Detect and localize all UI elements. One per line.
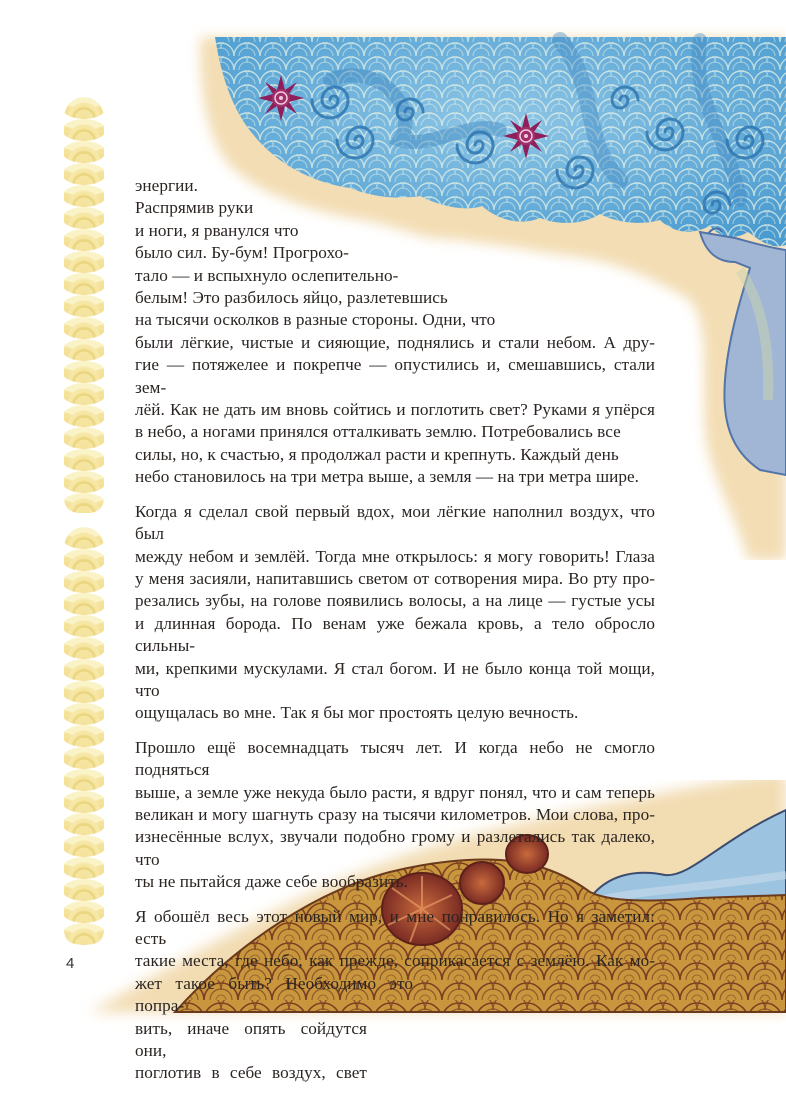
text-line: на тысячи осколков в разные стороны. Одни, что bbox=[135, 310, 496, 330]
text-line: и ноги, я рванулся что bbox=[135, 220, 299, 240]
text-line: резались зубы, на голове появились волосы, а на лице — густые усы bbox=[135, 591, 655, 611]
text-line: выше, а земле уже некуда было расти, я вдруг понял, что и сам теперь bbox=[135, 782, 655, 802]
paragraph-2 bbox=[135, 501, 655, 725]
text-line: было сил. Бу-бум! Прогрохо- bbox=[135, 243, 349, 263]
text-line: в небо, а ногами принялся отталкивать землю. Потребовались все bbox=[135, 422, 621, 442]
text-line: Прошло ещё восемнадцать тысяч лет. И когда небо не смогло подняться bbox=[135, 737, 655, 780]
magenta-star-icon bbox=[256, 73, 306, 123]
text-line: жет такое быть? Необходимо это попра- bbox=[135, 973, 413, 1016]
text-line: великан и могу шагнуть сразу на тысячи километров. Мои слова, про- bbox=[135, 804, 655, 824]
story-text bbox=[135, 175, 655, 1097]
text-line: ощущалась во мне. Так я бы мог простоять целую вечность. bbox=[135, 703, 579, 723]
paragraph-1 bbox=[135, 175, 655, 489]
text-line: у меня засияли, напитавшись светом от сотворения мира. Во рту про- bbox=[135, 568, 655, 588]
text-line: белым! Это разбилось яйцо, разлетевшись bbox=[135, 288, 448, 308]
text-line: изнесённые вслух, звучали подобно грому и разлетались так далеко, что bbox=[135, 827, 655, 869]
paragraph-3 bbox=[135, 737, 655, 894]
text-line: между небом и землёй. Тогда мне открылось: я могу говорить! Глаза bbox=[135, 546, 655, 566]
ornament-strip-top bbox=[64, 97, 104, 513]
text-line: Я обошёл весь этот новый мир, и мне понравилось. Но я заметил: есть bbox=[135, 906, 655, 948]
text-line: силы, но, к счастью, я продолжал расти и крепнуть. Каждый день bbox=[135, 444, 619, 464]
text-line: Распрямив руки bbox=[135, 198, 254, 218]
paragraph-4 bbox=[135, 906, 655, 1085]
text-line: энергии. bbox=[135, 176, 198, 195]
text-line: и длинная борода. По венам уже бежала кровь, а тело обросло сильны- bbox=[135, 613, 655, 656]
text-line: тало — и вспыхнуло ослепительно- bbox=[135, 265, 399, 285]
text-line: поглотив в себе воздух, свет bbox=[135, 1063, 367, 1083]
text-line: Когда я сделал свой первый вдох, мои лёгкие наполнил воздух, что был bbox=[135, 501, 655, 544]
text-line: были лёгкие, чистые и сияющие, поднялись и стали небом. А дру- bbox=[135, 332, 655, 352]
page-number: 4 bbox=[66, 955, 75, 972]
text-line: ты не пытайся даже себе вообразить. bbox=[135, 872, 408, 892]
text-line: небо становилось на три метра выше, а земля — на три метра шире. bbox=[135, 467, 640, 487]
text-line: гие — потяжелее и покрепче — опустились и, смешавшись, стали зем- bbox=[135, 355, 655, 397]
text-line: лёй. Как не дать им вновь сойтись и поглотить свет? Руками я упёрся bbox=[135, 400, 655, 420]
text-line: вить, иначе опять сойдутся они, bbox=[135, 1018, 367, 1061]
text-line: такие места, где небо, как прежде, соприкасается с землёю. Как мо- bbox=[135, 951, 655, 971]
text-line: ми, крепкими мускулами. Я стал богом. И не было конца той мощи, что bbox=[135, 658, 655, 700]
ornament-strip-bottom bbox=[64, 527, 104, 945]
magenta-star-icon bbox=[501, 111, 551, 161]
